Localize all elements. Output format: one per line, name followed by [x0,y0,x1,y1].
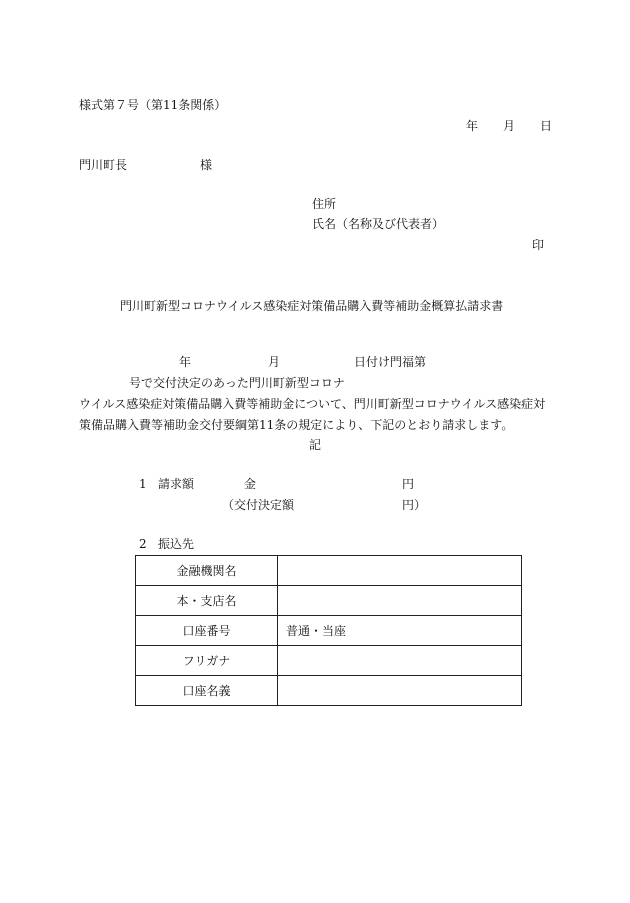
account-holder-field[interactable] [278,676,522,706]
date-year: 年 [466,119,479,133]
bank-transfer-table [135,555,522,706]
furigana-field[interactable] [278,646,522,676]
branch-name-field[interactable] [278,586,522,616]
approved-amount-yen: 円） [402,498,427,512]
body-date-suffix: 日付け門福第 [354,355,427,369]
addressee-name: 門川町長 [79,158,128,172]
item1-label: 請求額 [158,477,195,491]
form-number: 様式第７号（第11条関係） [79,98,227,112]
body-year: 年 [179,355,192,369]
date-day: 日 [540,119,553,133]
item1-number: 1 [139,477,147,491]
seal-mark: 印 [532,238,545,252]
table-row [136,646,522,676]
ki-heading: 記 [309,438,322,452]
table-row [136,676,522,706]
account-number-label: 口座番号 [136,616,278,646]
table-row [136,556,522,586]
table-row [136,586,522,616]
item2-label: 振込先 [158,537,195,551]
account-holder-label: 口座名義 [136,676,278,706]
bank-name-label: 金融機関名 [136,556,278,586]
approved-amount-label: （交付決定額 [222,498,295,512]
item2-number: 2 [139,537,147,551]
body-month: 月 [268,355,281,369]
account-number-field[interactable]: 普通・当座 [278,616,522,646]
name-label: 氏名（名称及び代表者） [312,217,445,231]
date-month: 月 [503,119,516,133]
body-number-suffix: 号で交付決定のあった門川町新型コロナ [129,376,345,390]
body-line-2: ウイルス感染症対策備品購入費等補助金について、門川町新型コロナウイルス感染症対 [79,397,546,411]
bank-name-field[interactable] [278,556,522,586]
body-line-3: 策備品購入費等補助金交付要綱第11条の規定により、下記のとおり請求します。 [79,418,514,432]
item1-kin: 金 [244,477,257,491]
document-title: 門川町新型コロナウイルス感染症対策備品購入費等補助金概算払請求書 [120,299,504,313]
addressee-honorific: 様 [200,158,213,172]
request-body [79,352,559,436]
furigana-label: フリガナ [136,646,278,676]
item1-yen: 円 [402,477,415,491]
branch-name-label: 本・支店名 [136,586,278,616]
table-row [136,616,522,646]
address-label: 住所 [312,197,337,211]
